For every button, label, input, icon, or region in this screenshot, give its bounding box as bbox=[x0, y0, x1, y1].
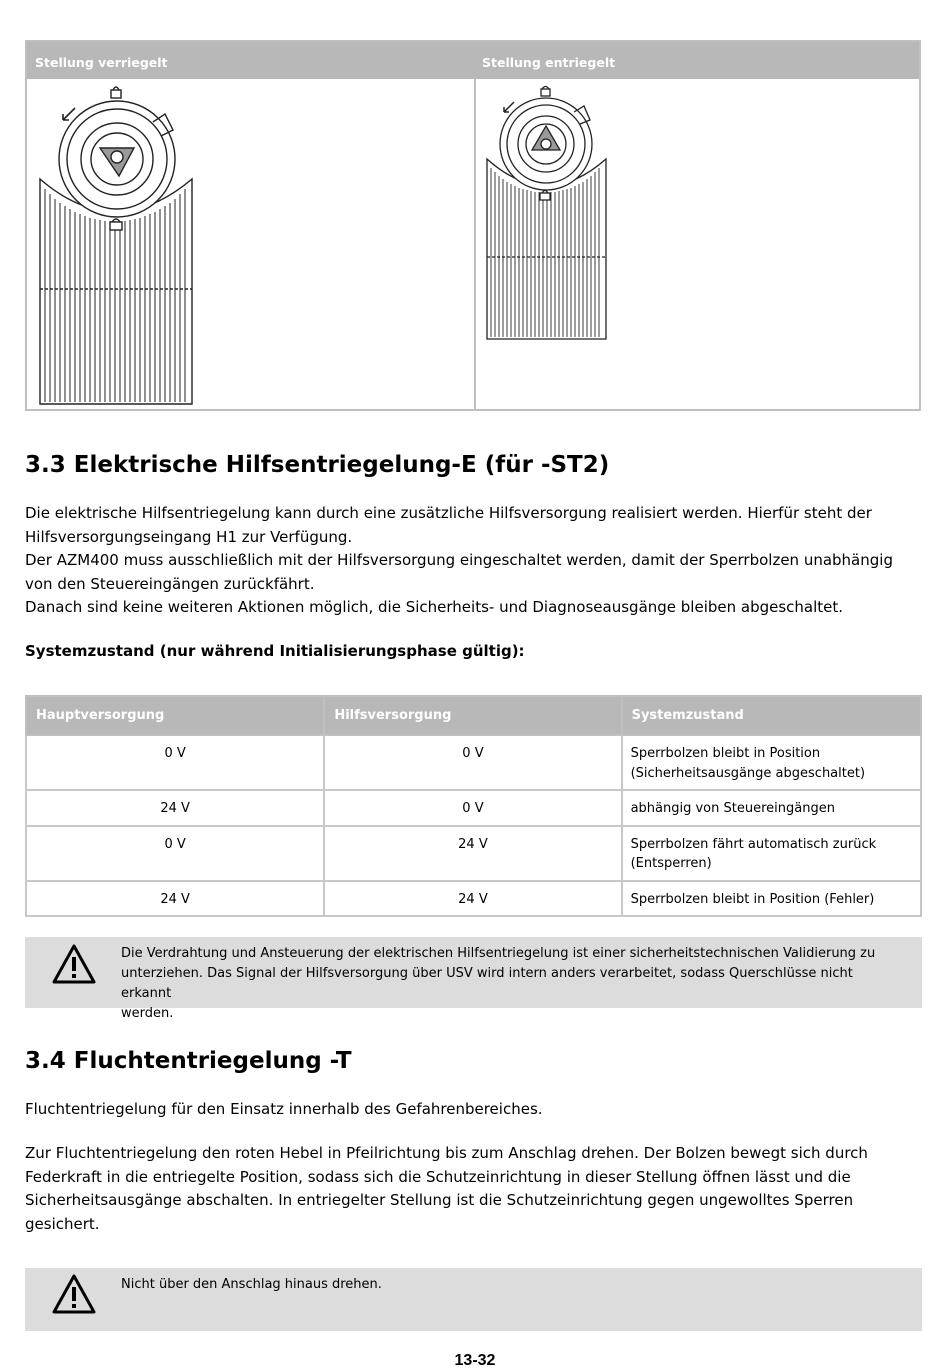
section-3-4-intro: Fluchtentriegelung für den Einsatz innerhalb des Gefahrenbereiches. bbox=[25, 1100, 543, 1118]
warning-triangle-icon bbox=[51, 1273, 97, 1315]
table-row bbox=[26, 735, 921, 790]
text-line: von den Steuereingängen zurückfährt. bbox=[25, 574, 315, 593]
text-line: Danach sind keine weiteren Aktionen möglich, die Sicherheits- und Diagnoseausgänge bleiben abgeschaltet. bbox=[25, 598, 844, 616]
table-cell: 24 V bbox=[26, 881, 324, 917]
section-3-3-paragraph bbox=[25, 502, 925, 620]
text-line: Zur Fluchtentriegelung den roten Hebel in Pfeilrichtung bis zum Anschlag drehen. Der Bolzen bewegt sich durch bbox=[25, 1144, 868, 1162]
table-header-cell: Hauptversorgung bbox=[26, 696, 324, 735]
table-cell: 0 V bbox=[324, 790, 621, 826]
table-header-cell: Hilfsversorgung bbox=[324, 696, 621, 735]
table-cell: 24 V bbox=[324, 881, 621, 917]
figure-table-header bbox=[27, 42, 919, 79]
table-header-row bbox=[26, 696, 921, 735]
col-header-locked: Stellung verriegelt bbox=[35, 55, 168, 70]
text-line: werden. bbox=[121, 1006, 174, 1021]
text-line: Hilfsversorgungseingang H1 zur Verfügung. bbox=[25, 527, 353, 546]
device-locked-illustration bbox=[37, 84, 197, 409]
table-cell: 0 V bbox=[26, 735, 324, 790]
text-line: unterziehen. Das Signal der Hilfsversorgung über USV wird intern anders verarbeitet, sodass Querschlüsse nicht erkannt bbox=[121, 966, 853, 1001]
text-line: Der AZM400 muss ausschließlich mit der Hilfsversorgung eingeschaltet werden, damit der Sperrbolzen unabhängig bbox=[25, 551, 893, 569]
table-row bbox=[26, 881, 921, 917]
section-3-3-heading: 3.3 Elektrische Hilfsentriegelung-E (für -ST2) bbox=[25, 452, 610, 478]
figure-divider bbox=[474, 79, 476, 411]
section-3-4-paragraph bbox=[25, 1142, 925, 1236]
system-state-table bbox=[25, 695, 922, 917]
table-cell: 24 V bbox=[324, 826, 621, 881]
warning-note-wiring bbox=[25, 937, 922, 1021]
text-line: Die Verdrahtung und Ansteuerung der elektrischen Hilfsentriegelung ist einer sicherheitstechnischen Validierung zu bbox=[121, 946, 876, 961]
col-header-unlocked: Stellung entriegelt bbox=[482, 55, 616, 70]
system-state-subheading: Systemzustand (nur während Initialisierungsphase gültig): bbox=[25, 642, 525, 660]
table-cell: abhängig von Steuereingängen bbox=[622, 790, 921, 826]
table-cell: 0 V bbox=[324, 735, 621, 790]
table-header-cell: Systemzustand bbox=[622, 696, 921, 735]
text-line: Sicherheitsausgänge abschalten. In entriegelter Stellung ist die Schutzeinrichtung gegen ungewolltes Sperren bbox=[25, 1191, 854, 1209]
text-line: gesichert. bbox=[25, 1214, 100, 1233]
text-line: Federkraft in die entriegelte Position, sodass sich die Schutzeinrichtung in dieser Stellung öffnen lässt und die bbox=[25, 1167, 851, 1186]
page-number: 13-32 bbox=[454, 1352, 496, 1369]
table-cell: Sperrbolzen fährt automatisch zurück (Entsperren) bbox=[622, 826, 921, 881]
warning-note-text bbox=[121, 944, 902, 1024]
table-row bbox=[26, 790, 921, 826]
table-cell: Sperrbolzen bleibt in Position (Sicherheitsausgänge abgeschaltet) bbox=[622, 735, 921, 790]
warning-note-text: Nicht über den Anschlag hinaus drehen. bbox=[121, 1277, 382, 1292]
table-cell: Sperrbolzen bleibt in Position (Fehler) bbox=[622, 881, 921, 917]
device-unlocked-illustration bbox=[484, 84, 609, 344]
warning-note-stop bbox=[25, 1268, 922, 1331]
section-3-4-heading: 3.4 Fluchtentriegelung -T bbox=[25, 1048, 352, 1074]
text-line: Die elektrische Hilfsentriegelung kann durch eine zusätzliche Hilfsversorgung realisiert werden. Hierfür steht der bbox=[25, 504, 872, 522]
warning-triangle-icon bbox=[51, 943, 97, 985]
figure-table bbox=[25, 40, 921, 411]
table-cell: 24 V bbox=[26, 790, 324, 826]
table-cell: 0 V bbox=[26, 826, 324, 881]
table-row bbox=[26, 826, 921, 881]
